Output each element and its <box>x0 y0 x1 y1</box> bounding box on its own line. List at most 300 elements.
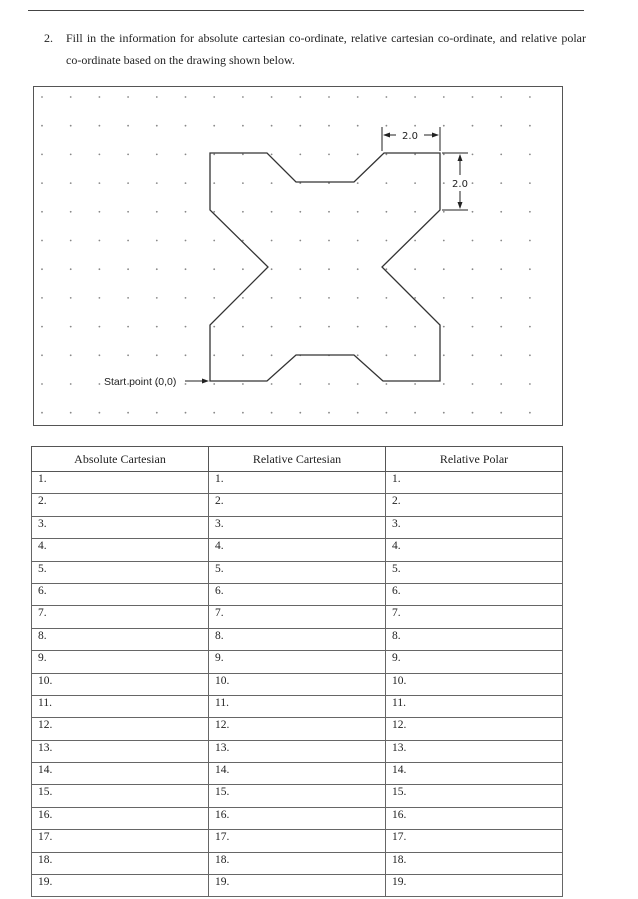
grid-dot <box>99 154 101 156</box>
grid-dot <box>443 182 445 184</box>
grid-dot <box>185 96 187 98</box>
grid-dot <box>299 125 301 127</box>
grid-dot <box>529 182 531 184</box>
table-row <box>32 673 563 695</box>
grid-dot <box>386 268 388 270</box>
grid-dot <box>213 297 215 299</box>
grid-dot <box>242 383 244 385</box>
grid-dot <box>70 211 72 213</box>
grid-dot <box>357 240 359 242</box>
absolute-cell[interactable]: 9. <box>32 651 209 673</box>
relative-cell[interactable]: 14. <box>209 763 386 785</box>
grid-dot <box>99 268 101 270</box>
grid-dot <box>70 412 72 414</box>
grid-dot <box>357 354 359 356</box>
grid-dot <box>414 383 416 385</box>
grid-dot <box>156 326 158 328</box>
grid-dot <box>127 96 129 98</box>
grid-dot <box>271 182 273 184</box>
absolute-cell[interactable]: 18. <box>32 852 209 874</box>
grid-dot <box>328 211 330 213</box>
grid-dot <box>242 182 244 184</box>
relative-cell[interactable]: 17. <box>209 830 386 852</box>
polar-cell[interactable]: 14. <box>386 763 563 785</box>
grid-dot <box>70 268 72 270</box>
grid-dot <box>472 268 474 270</box>
grid-dot <box>529 354 531 356</box>
header-relative-cartesian: Relative Cartesian <box>209 447 386 472</box>
grid-dot <box>185 154 187 156</box>
grid-dot <box>529 383 531 385</box>
table-row <box>32 516 563 538</box>
table-row <box>32 830 563 852</box>
relative-cell[interactable]: 13. <box>209 740 386 762</box>
absolute-cell[interactable]: 17. <box>32 830 209 852</box>
grid-dot <box>70 182 72 184</box>
polar-cell[interactable]: 13. <box>386 740 563 762</box>
grid-dot <box>127 182 129 184</box>
absolute-cell[interactable]: 16. <box>32 807 209 829</box>
grid-dot <box>328 154 330 156</box>
polar-cell[interactable]: 1. <box>386 472 563 494</box>
grid-dot <box>500 383 502 385</box>
grid-dot <box>213 211 215 213</box>
grid-dot <box>185 412 187 414</box>
grid-dot <box>271 211 273 213</box>
start-point-label: Start point (0,0) <box>104 376 177 388</box>
grid-dot <box>156 211 158 213</box>
grid-dot <box>41 154 43 156</box>
relative-cell[interactable]: 5. <box>209 561 386 583</box>
absolute-cell[interactable]: 3. <box>32 516 209 538</box>
grid-dot <box>242 412 244 414</box>
question-number: 2. <box>44 31 53 45</box>
grid-dot <box>127 154 129 156</box>
grid-dot <box>328 240 330 242</box>
grid-dot <box>500 412 502 414</box>
grid-dot <box>156 125 158 127</box>
polar-cell[interactable]: 16. <box>386 807 563 829</box>
grid-dot <box>99 240 101 242</box>
polar-cell[interactable]: 11. <box>386 695 563 717</box>
grid-dot <box>70 297 72 299</box>
grid-dot <box>185 125 187 127</box>
polar-cell[interactable]: 18. <box>386 852 563 874</box>
relative-cell[interactable]: 10. <box>209 673 386 695</box>
grid-dot <box>271 297 273 299</box>
grid-dot <box>299 154 301 156</box>
relative-cell[interactable]: 12. <box>209 718 386 740</box>
grid-dot <box>213 125 215 127</box>
grid-dot <box>213 383 215 385</box>
grid-dot <box>328 125 330 127</box>
grid-dot <box>386 354 388 356</box>
absolute-cell[interactable]: 13. <box>32 740 209 762</box>
relative-cell[interactable]: 11. <box>209 695 386 717</box>
polar-cell[interactable]: 4. <box>386 539 563 561</box>
grid-dot <box>414 412 416 414</box>
grid-dot <box>41 125 43 127</box>
grid-dot <box>472 383 474 385</box>
grid-dot <box>41 211 43 213</box>
grid-dot <box>443 125 445 127</box>
relative-cell[interactable]: 19. <box>209 875 386 897</box>
grid-dot <box>500 125 502 127</box>
grid-dot <box>271 125 273 127</box>
absolute-cell[interactable]: 11. <box>32 695 209 717</box>
table-row <box>32 606 563 628</box>
arrow-up-icon <box>458 154 463 161</box>
grid-dot <box>242 297 244 299</box>
grid-dot <box>70 354 72 356</box>
grid-dot <box>386 154 388 156</box>
grid-dot <box>328 297 330 299</box>
table-row <box>32 651 563 673</box>
grid-dot <box>386 412 388 414</box>
grid-dot <box>213 182 215 184</box>
grid-dot <box>472 125 474 127</box>
dim-horizontal-label: 2.0 <box>402 131 418 142</box>
relative-cell[interactable]: 3. <box>209 516 386 538</box>
table-row <box>32 740 563 762</box>
grid-dot <box>99 96 101 98</box>
grid-dot <box>156 412 158 414</box>
grid-dot <box>299 326 301 328</box>
grid-dot <box>156 297 158 299</box>
table-header-row <box>32 447 563 472</box>
grid-dot <box>529 211 531 213</box>
grid-dot <box>242 125 244 127</box>
grid-dot <box>299 412 301 414</box>
grid-dot <box>500 182 502 184</box>
grid-dot <box>472 354 474 356</box>
grid-dot <box>443 96 445 98</box>
grid-dot <box>242 154 244 156</box>
grid-dot <box>414 154 416 156</box>
grid-dot <box>472 326 474 328</box>
drawing-frame <box>33 86 563 426</box>
grid-dot <box>386 125 388 127</box>
polar-cell[interactable]: 17. <box>386 830 563 852</box>
grid-dot <box>443 383 445 385</box>
grid-dot <box>328 412 330 414</box>
relative-cell[interactable]: 8. <box>209 628 386 650</box>
grid-dot <box>127 412 129 414</box>
grid-dot <box>242 211 244 213</box>
x-shape-outline <box>210 153 440 381</box>
grid-dot <box>357 268 359 270</box>
table-row <box>32 494 563 516</box>
grid-dot <box>70 96 72 98</box>
table-row <box>32 695 563 717</box>
grid-dot <box>414 326 416 328</box>
absolute-cell[interactable]: 14. <box>32 763 209 785</box>
grid-dot <box>70 240 72 242</box>
grid-dot <box>127 297 129 299</box>
grid-dot <box>443 268 445 270</box>
dim-vertical-label: 2.0 <box>452 179 468 190</box>
grid-dot <box>127 268 129 270</box>
absolute-cell[interactable]: 12. <box>32 718 209 740</box>
grid-dot <box>472 96 474 98</box>
grid-dot <box>156 154 158 156</box>
table-row <box>32 875 563 897</box>
table-row <box>32 852 563 874</box>
grid-dot <box>213 154 215 156</box>
grid-dot <box>41 383 43 385</box>
relative-cell[interactable]: 16. <box>209 807 386 829</box>
grid-dot <box>328 96 330 98</box>
grid-dot <box>500 297 502 299</box>
relative-cell[interactable]: 18. <box>209 852 386 874</box>
grid-dot <box>185 354 187 356</box>
relative-cell[interactable]: 6. <box>209 583 386 605</box>
grid-dot <box>414 240 416 242</box>
grid-dot <box>414 297 416 299</box>
question-text: Fill in the information for absolute cartesian co-ordinate, relative cartesian co-ordinate, and relative polar co-ordinate based on the drawing shown below. <box>66 31 586 67</box>
grid-dot <box>529 125 531 127</box>
table-row <box>32 561 563 583</box>
grid-dot <box>99 125 101 127</box>
grid-dot <box>443 211 445 213</box>
table-row <box>32 807 563 829</box>
grid-dot <box>386 240 388 242</box>
grid-dot <box>299 297 301 299</box>
absolute-cell[interactable]: 4. <box>32 539 209 561</box>
absolute-cell[interactable]: 1. <box>32 472 209 494</box>
grid-dot <box>156 96 158 98</box>
grid-dot <box>99 354 101 356</box>
grid-dot <box>41 412 43 414</box>
relative-cell[interactable]: 7. <box>209 606 386 628</box>
grid-dot <box>529 240 531 242</box>
grid-dot <box>185 182 187 184</box>
grid-dot <box>299 240 301 242</box>
grid-dot <box>357 96 359 98</box>
grid-dot <box>99 297 101 299</box>
grid-dot <box>529 268 531 270</box>
grid-dot <box>472 154 474 156</box>
table-row <box>32 628 563 650</box>
grid-dot <box>271 354 273 356</box>
grid-dot <box>529 154 531 156</box>
grid-dot <box>213 412 215 414</box>
polar-cell[interactable]: 7. <box>386 606 563 628</box>
grid-dot <box>299 96 301 98</box>
grid-dot <box>357 211 359 213</box>
grid-dot <box>472 297 474 299</box>
arrow-right-icon <box>432 133 439 138</box>
grid-dot <box>70 383 72 385</box>
table-body <box>32 472 563 897</box>
grid-dot <box>70 326 72 328</box>
grid-dot <box>99 182 101 184</box>
start-arrow-icon <box>202 379 209 384</box>
absolute-cell[interactable]: 8. <box>32 628 209 650</box>
grid-dot <box>472 182 474 184</box>
grid-dot <box>99 412 101 414</box>
grid-dot <box>127 125 129 127</box>
absolute-cell[interactable]: 2. <box>32 494 209 516</box>
grid-dot <box>500 211 502 213</box>
grid-dot <box>414 96 416 98</box>
grid-dot <box>386 211 388 213</box>
grid-dot <box>414 125 416 127</box>
grid-dot <box>185 383 187 385</box>
polar-cell[interactable]: 6. <box>386 583 563 605</box>
table-row <box>32 763 563 785</box>
grid-dot <box>99 211 101 213</box>
grid-dot <box>386 383 388 385</box>
grid-dot <box>357 182 359 184</box>
grid-dot <box>443 412 445 414</box>
grid-dot <box>443 240 445 242</box>
grid-dot <box>357 383 359 385</box>
grid-dot <box>271 412 273 414</box>
grid-dot <box>242 326 244 328</box>
grid-dot <box>185 240 187 242</box>
grid-dot <box>185 297 187 299</box>
grid-dot <box>213 96 215 98</box>
grid-dot <box>386 96 388 98</box>
grid-dot <box>443 354 445 356</box>
absolute-cell[interactable]: 7. <box>32 606 209 628</box>
grid-dot <box>328 268 330 270</box>
arrow-down-icon <box>458 202 463 209</box>
grid-dot <box>500 240 502 242</box>
grid-dot <box>500 268 502 270</box>
grid-dot <box>242 354 244 356</box>
grid-dot <box>156 354 158 356</box>
grid-dot <box>386 182 388 184</box>
grid-dot <box>213 268 215 270</box>
grid-dot <box>156 268 158 270</box>
grid-dot <box>127 354 129 356</box>
grid-dots <box>41 96 531 414</box>
grid-dot <box>299 211 301 213</box>
grid-dot <box>328 326 330 328</box>
grid-dot <box>99 326 101 328</box>
grid-dot <box>41 96 43 98</box>
grid-dot <box>271 268 273 270</box>
grid-dot <box>185 326 187 328</box>
grid-dot <box>156 182 158 184</box>
polar-cell[interactable]: 10. <box>386 673 563 695</box>
grid-dot <box>127 326 129 328</box>
grid-dot <box>443 326 445 328</box>
grid-dot <box>99 383 101 385</box>
grid-dot <box>443 297 445 299</box>
shape-drawing <box>34 87 564 427</box>
polar-cell[interactable]: 15. <box>386 785 563 807</box>
polar-cell[interactable]: 5. <box>386 561 563 583</box>
grid-dot <box>386 297 388 299</box>
grid-dot <box>271 240 273 242</box>
polar-cell[interactable]: 12. <box>386 718 563 740</box>
grid-dot <box>41 268 43 270</box>
grid-dot <box>271 326 273 328</box>
absolute-cell[interactable]: 15. <box>32 785 209 807</box>
grid-dot <box>414 354 416 356</box>
grid-dot <box>443 154 445 156</box>
polar-cell[interactable]: 2. <box>386 494 563 516</box>
grid-dot <box>242 96 244 98</box>
grid-dot <box>299 383 301 385</box>
grid-dot <box>271 383 273 385</box>
grid-dot <box>156 240 158 242</box>
grid-dot <box>472 240 474 242</box>
grid-dot <box>328 383 330 385</box>
grid-dot <box>357 326 359 328</box>
top-rule <box>28 10 584 11</box>
grid-dot <box>414 182 416 184</box>
grid-dot <box>70 125 72 127</box>
table-row <box>32 472 563 494</box>
grid-dot <box>357 412 359 414</box>
table-row <box>32 583 563 605</box>
grid-dot <box>41 326 43 328</box>
grid-dot <box>357 297 359 299</box>
table-row <box>32 718 563 740</box>
grid-dot <box>213 354 215 356</box>
grid-dot <box>41 297 43 299</box>
polar-cell[interactable]: 9. <box>386 651 563 673</box>
grid-dot <box>213 326 215 328</box>
grid-dot <box>529 297 531 299</box>
grid-dot <box>213 240 215 242</box>
relative-cell[interactable]: 2. <box>209 494 386 516</box>
grid-dot <box>242 268 244 270</box>
grid-dot <box>41 240 43 242</box>
grid-dot <box>472 211 474 213</box>
relative-cell[interactable]: 9. <box>209 651 386 673</box>
grid-dot <box>271 154 273 156</box>
grid-dot <box>414 268 416 270</box>
grid-dot <box>500 326 502 328</box>
table-row <box>32 539 563 561</box>
grid-dot <box>529 96 531 98</box>
grid-dot <box>41 354 43 356</box>
grid-dot <box>185 211 187 213</box>
absolute-cell[interactable]: 6. <box>32 583 209 605</box>
header-absolute-cartesian: Absolute Cartesian <box>32 447 209 472</box>
absolute-cell[interactable]: 10. <box>32 673 209 695</box>
absolute-cell[interactable]: 19. <box>32 875 209 897</box>
relative-cell[interactable]: 4. <box>209 539 386 561</box>
polar-cell[interactable]: 19. <box>386 875 563 897</box>
polar-cell[interactable]: 3. <box>386 516 563 538</box>
polar-cell[interactable]: 8. <box>386 628 563 650</box>
absolute-cell[interactable]: 5. <box>32 561 209 583</box>
grid-dot <box>357 125 359 127</box>
grid-dot <box>386 326 388 328</box>
grid-dot <box>529 412 531 414</box>
relative-cell[interactable]: 15. <box>209 785 386 807</box>
grid-dot <box>500 154 502 156</box>
grid-dot <box>41 182 43 184</box>
grid-dot <box>185 268 187 270</box>
grid-dot <box>500 96 502 98</box>
table-row <box>32 785 563 807</box>
arrow-left-icon <box>383 133 390 138</box>
grid-dot <box>357 154 359 156</box>
coordinates-table <box>31 446 563 897</box>
relative-cell[interactable]: 1. <box>209 472 386 494</box>
grid-dot <box>127 211 129 213</box>
grid-dot <box>529 326 531 328</box>
grid-dot <box>70 154 72 156</box>
grid-dot <box>271 96 273 98</box>
